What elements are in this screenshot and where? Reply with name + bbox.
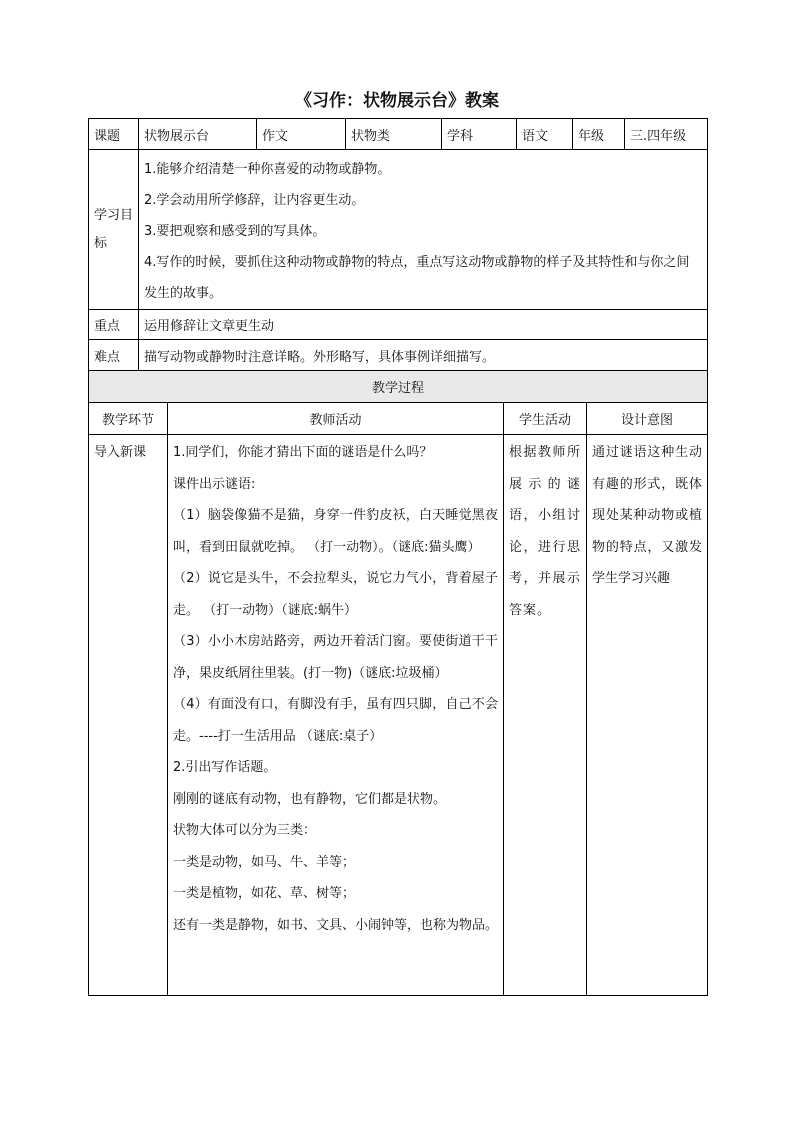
header-intent: 设计意图 [587, 403, 708, 435]
topic-value: 状物展示台 [139, 119, 257, 150]
document-title: 《习作：状物展示台》教案 [295, 91, 499, 111]
teacher-line: （2）说它是头牛，不会拉犁头，说它力气小，背着屋子走。 （打一动物）（谜底:蜗牛） [173, 571, 498, 618]
objective-item: 1.能够介绍清楚一种你喜爱的动物或静物。 [144, 162, 391, 177]
teacher-line: 状物大体可以分为三类： [173, 823, 317, 838]
objective-item: 3.要把观察和感受到的写具体。 [144, 224, 326, 239]
header-teacher: 教师活动 [168, 403, 504, 435]
design-intent-cell: 通过谜语这种生动有趣的形式，既体现处某种动物或植物的特点，又激发学生学习兴趣 [587, 435, 708, 996]
header-stage: 教学环节 [89, 403, 168, 435]
student-activity-cell: 根据教师所展示的谜语，小组讨论，进行思考，并展示答案。 [504, 435, 587, 996]
key-point-value: 运用修辞让文章更生动 [139, 310, 708, 340]
topic-label: 课题 [89, 119, 139, 150]
teacher-line: 课件出示谜语: [173, 476, 256, 492]
info-table [88, 118, 708, 371]
header-student: 学生活动 [504, 403, 587, 435]
key-point-label: 重点 [89, 310, 139, 340]
teacher-line: 2.引出写作话题。 [173, 760, 277, 775]
subject-value: 语文 [517, 119, 573, 150]
teacher-line: 一类是动物，如马、牛、羊等； [173, 854, 356, 870]
process-title: 教学过程 [89, 371, 708, 403]
objectives-cell [139, 150, 708, 310]
teacher-line: 刚刚的谜底有动物，也有静物，它们都是状物。 [173, 791, 447, 807]
subject-label: 学科 [442, 119, 517, 150]
stage-cell: 导入新课 [89, 435, 168, 996]
teacher-line: （1）脑袋像猫不是猫，身穿一件豹皮袄，白天睡觉黑夜叫，看到田鼠就吃掉。 （打一动物）。（谜底:猫头鹰） [173, 508, 498, 555]
type-label: 作文 [257, 119, 346, 150]
teacher-activity-cell [168, 435, 504, 996]
type-value: 状物类 [346, 119, 442, 150]
teacher-line: 一类是植物，如花、草、树等； [173, 886, 356, 901]
teacher-line: （4）有面没有口，有脚没有手，虽有四只脚，自己不会走。----打一生活用品 （谜底:桌子） [173, 697, 498, 744]
objective-item: 4.写作的时候，要抓住这种动物或静物的特点，重点写这动物或静物的样子及其特性和与你之间发生的故事。 [144, 255, 690, 301]
grade-label: 年级 [573, 119, 625, 150]
teacher-line: （3）小小木房站路旁，两边开着活门窗。要使街道干干净，果皮纸屑往里装。(打一物)（谜底:垃圾桶） [173, 634, 498, 681]
difficulty-value: 描写动物或静物时注意详略。外形略写，具体事例详细描写。 [139, 340, 708, 371]
objective-item: 2.学会动用所学修辞，让内容更生动。 [144, 193, 365, 208]
teacher-line: 1.同学们，你能才猜出下面的谜语是什么吗？ [173, 445, 433, 460]
objectives-label: 学习目标 [89, 150, 139, 310]
teacher-line: 还有一类是静物，如书、文具、小闹钟等，也称为物品。 [173, 917, 499, 933]
difficulty-label: 难点 [89, 340, 139, 371]
process-table [88, 370, 708, 996]
grade-value: 三.四年级 [625, 119, 708, 150]
